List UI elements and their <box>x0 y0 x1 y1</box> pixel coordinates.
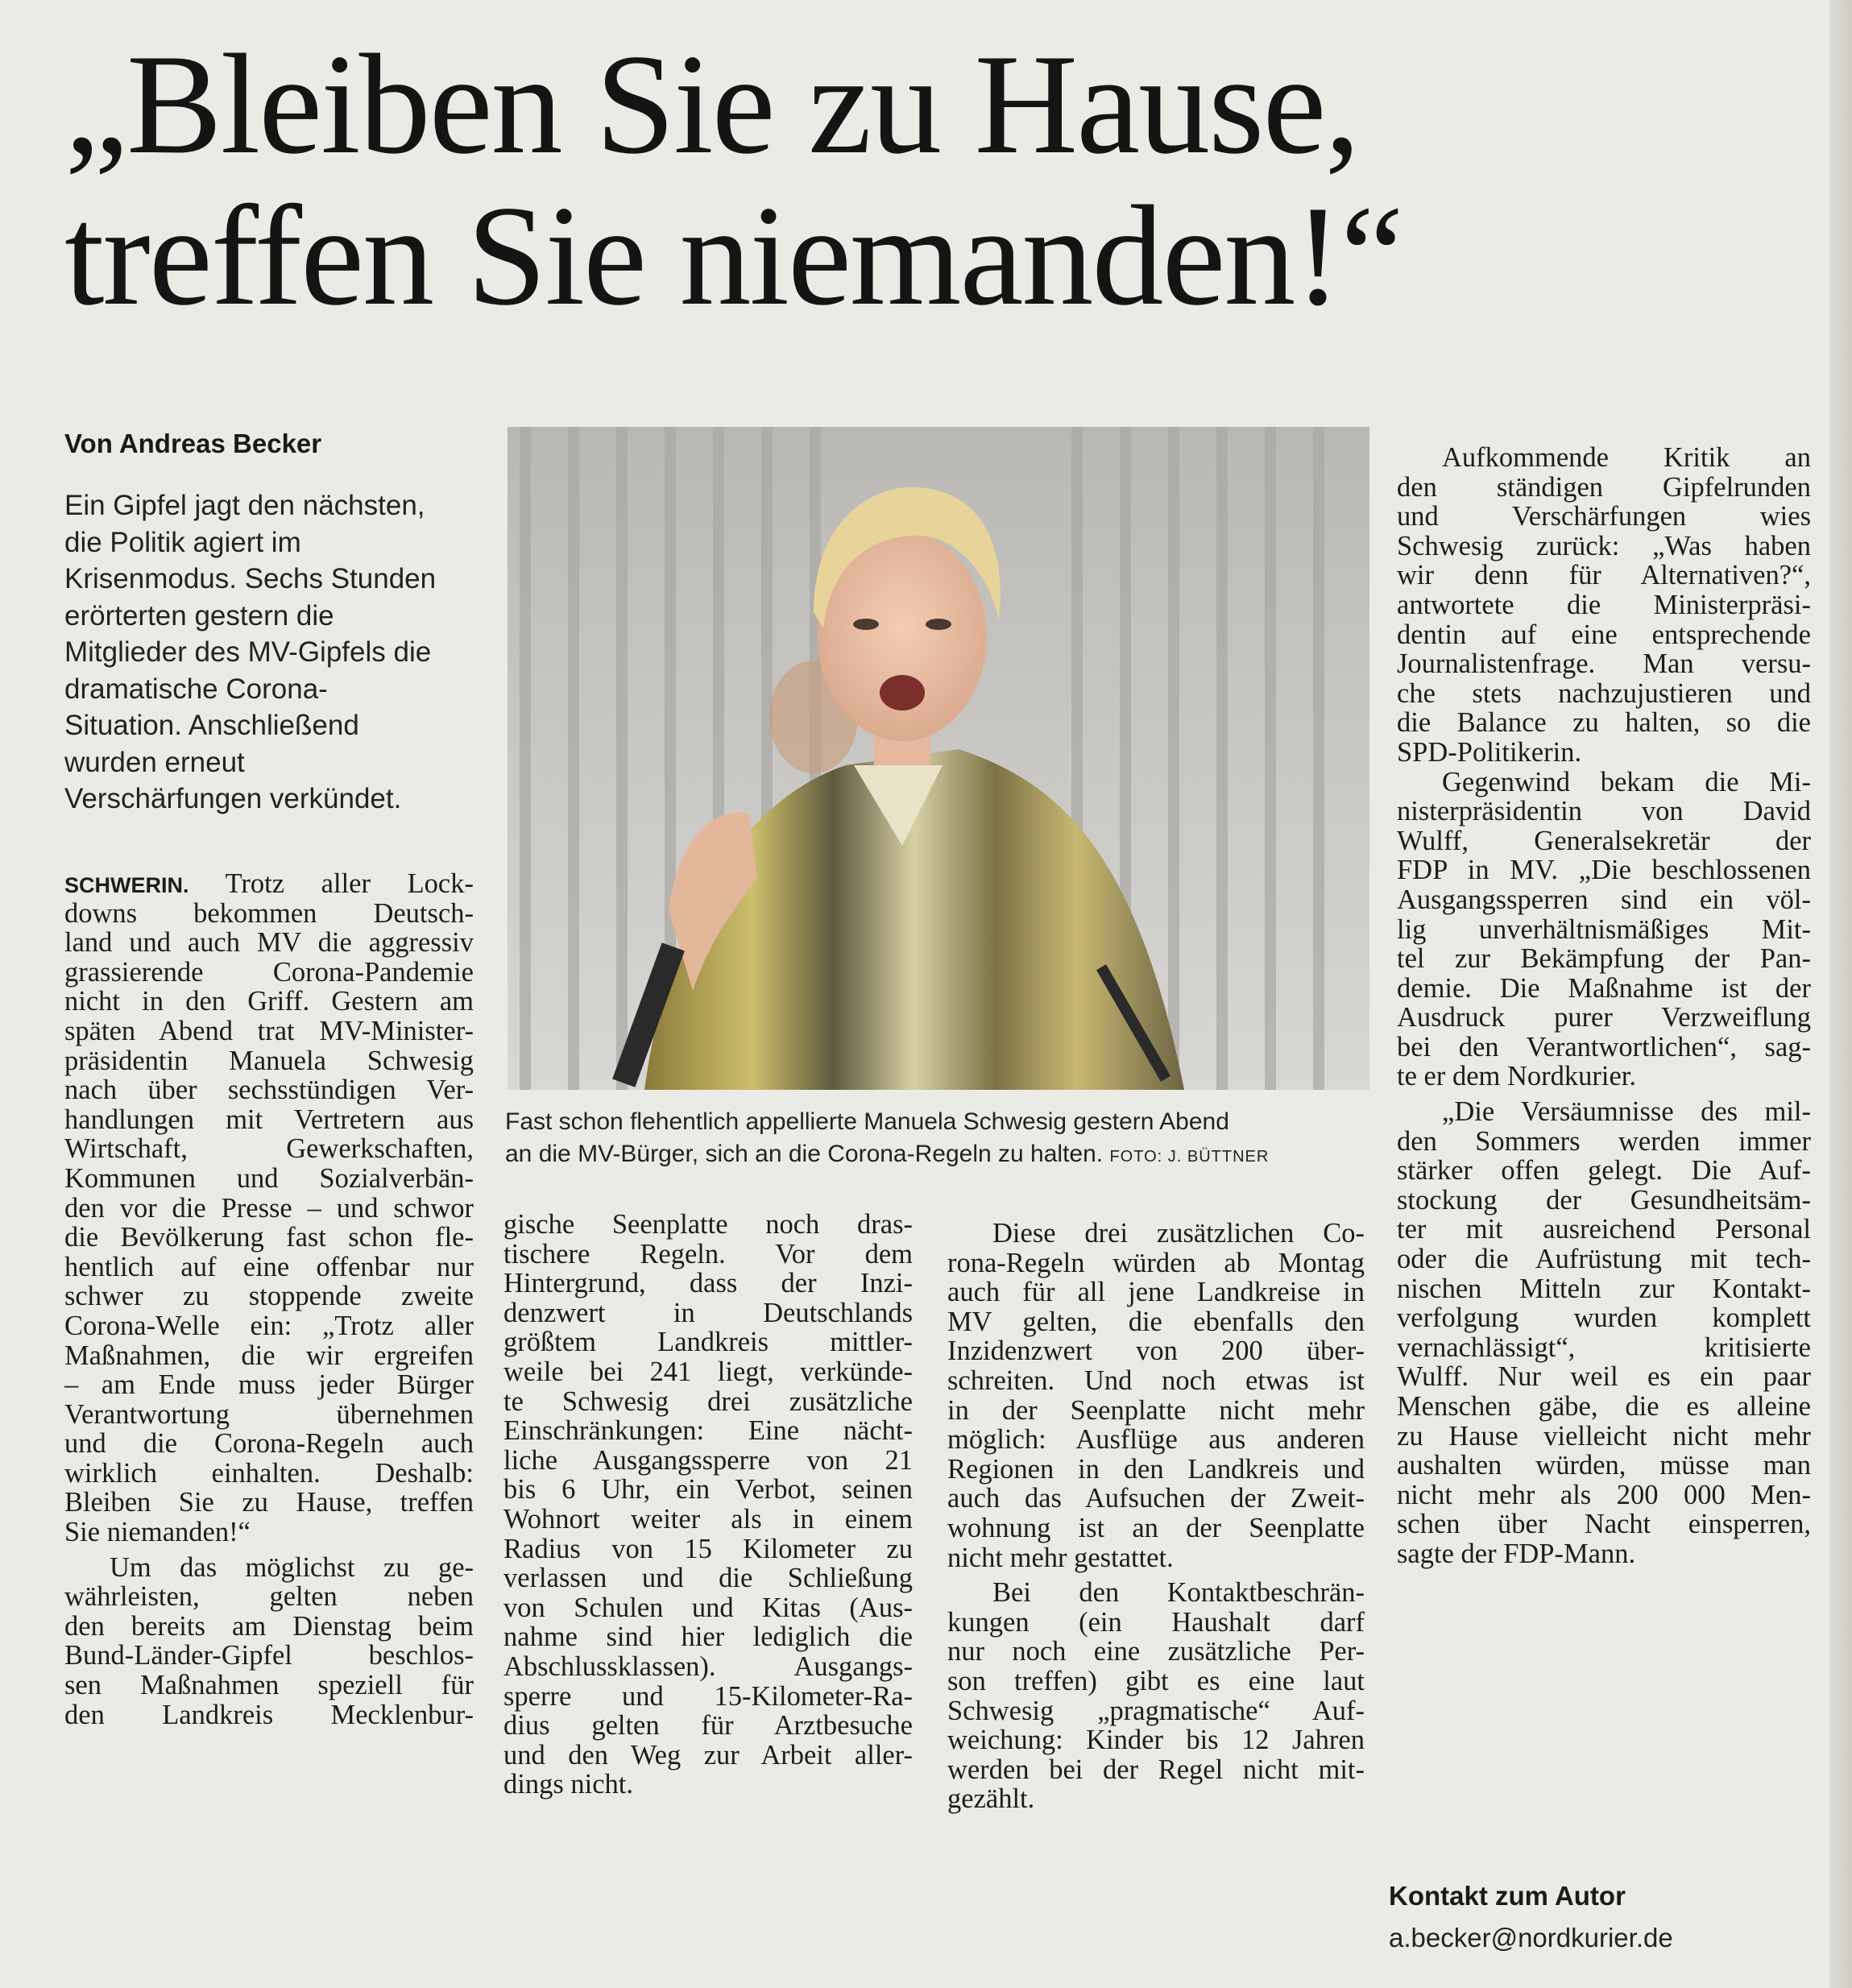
column-line: und den Weg zur Arbeit aller- <box>503 1739 913 1771</box>
column-line: demie. Die Maßnahme ist der <box>1397 972 1811 1004</box>
column-line: tel zur Bekämpfung der Pan- <box>1397 943 1811 975</box>
column-line: MV gelten, die ebenfalls den <box>947 1306 1365 1337</box>
column-line: sen Maßnahmen speziell für <box>64 1670 474 1701</box>
photo-credit: FOTO: J. BÜTTNER <box>1109 1148 1270 1166</box>
column-line: wir denn für Alternativen?“, <box>1397 560 1811 591</box>
column-line: gische Seenplatte noch dras- <box>503 1209 913 1240</box>
column-line: aushalten würden, müsse man <box>1397 1450 1811 1481</box>
column-line: von Schulen und Kitas (Aus- <box>503 1592 913 1623</box>
column-line: auch das Aufsuchen der Zweit- <box>947 1483 1365 1514</box>
column-line: downs bekommen Deutsch- <box>64 897 474 929</box>
column-line: nur noch eine zusätzliche Per- <box>947 1636 1365 1667</box>
column-line: che stets nachzujustieren und <box>1397 677 1811 709</box>
column-line: auch für all jene Landkreise in <box>947 1277 1365 1308</box>
column-line: bei den Verantwortlichen“, sag- <box>1397 1031 1811 1062</box>
article-column-4 <box>1397 443 1811 1569</box>
column-line: wohnung ist an der Seenplatte <box>947 1512 1365 1543</box>
column-line: stockung der Gesundheitsäm- <box>1397 1184 1811 1216</box>
column-line: Um das möglichst zu ge- <box>110 1551 474 1583</box>
headline-line-1: „Bleiben Sie zu Hause, <box>64 24 1359 184</box>
teaser-line: wurden erneut <box>64 746 245 778</box>
column-line: land und auch MV die aggressiv <box>64 927 474 959</box>
column-line: hentlich auf eine offenbar nur <box>64 1251 474 1282</box>
byline: Von Andreas Becker <box>64 429 322 458</box>
column-line: späten Abend trat MV-Minister- <box>64 1015 474 1046</box>
column-line: rona-Regeln würden ab Montag <box>947 1247 1365 1278</box>
column-line: den ständigen Gipfelrunden <box>1397 471 1811 503</box>
column-line: wirklich einhalten. Deshalb: <box>64 1457 474 1489</box>
column-line: den Sommers werden immer <box>1397 1125 1811 1157</box>
column-line: Schwesig „pragmatische“ Auf- <box>947 1695 1365 1726</box>
column-line: nahme sind hier lediglich die <box>503 1621 913 1653</box>
column-text: Trotz aller Lock- <box>189 868 474 899</box>
column-line: Hintergrund, dass der Inzi- <box>503 1268 913 1299</box>
column-line: Kommunen und Sozialverbän- <box>64 1162 474 1194</box>
column-line: Verantwortung übernehmen <box>64 1398 474 1430</box>
contact-label: Kontakt zum Autor <box>1389 1881 1626 1911</box>
column-line: kungen (ein Haushalt darf <box>947 1606 1365 1638</box>
column-line: sagte der FDP-Mann. <box>1397 1538 1636 1569</box>
column-line: handlungen mit Vertretern aus <box>64 1104 474 1135</box>
column-line: Menschen gäbe, die es alleine <box>1397 1391 1811 1422</box>
column-line: liche Ausgangssperre von 21 <box>503 1444 913 1476</box>
column-line: Wohnort weiter als in einem <box>503 1503 913 1534</box>
column-line: dius gelten für Arztbesuche <box>503 1710 913 1742</box>
column-line <box>64 869 474 899</box>
column-line: nisterpräsidentin von David <box>1397 796 1811 827</box>
teaser-line: die Politik agiert im <box>64 526 301 558</box>
column-line: und die Corona-Regeln auch <box>64 1428 474 1460</box>
column-line: tischere Regeln. Vor dem <box>503 1238 913 1269</box>
photo-illustration <box>508 427 1369 1090</box>
column-line: in der Seenplatte nicht mehr <box>947 1394 1365 1426</box>
article-column-3 <box>947 1219 1365 1814</box>
article-column-2 <box>503 1210 913 1800</box>
column-line: lig unverhältnismäßiges Mit- <box>1397 913 1811 945</box>
column-line: Bei den Kontaktbeschrän- <box>992 1577 1365 1609</box>
column-line: nach über sechsstündigen Ver- <box>64 1075 474 1106</box>
teaser-line: Ein Gipfel jagt den nächsten, <box>64 490 425 521</box>
column-line: Diese drei zusätzlichen Co- <box>992 1218 1365 1249</box>
column-line: weile bei 241 liegt, verkünde- <box>503 1356 913 1387</box>
column-line: gezählt. <box>947 1783 1035 1815</box>
column-line: Inzidenzwert von 200 über- <box>947 1336 1365 1367</box>
column-line: denzwert in Deutschlands <box>503 1297 913 1328</box>
column-line: Aufkommende Kritik an <box>1442 442 1811 473</box>
column-line: Bund-Länder-Gipfel beschlos- <box>64 1640 474 1671</box>
column-line: grassierende Corona-Pandemie <box>64 956 474 988</box>
column-line: Journalistenfrage. Man versu- <box>1397 648 1811 680</box>
teaser-line: dramatische Corona- <box>64 673 328 705</box>
column-line: weichung: Kinder bis 12 Jahren <box>947 1725 1365 1756</box>
column-line: FDP in MV. „Die beschlossenen <box>1397 855 1811 886</box>
headline-line-2: treffen Sie niemanden!“ <box>64 176 1402 335</box>
column-line: son treffen) gibt es eine laut <box>947 1665 1365 1696</box>
teaser-line: erörterten gestern die <box>64 599 334 632</box>
column-line: vernachlässigt“, kritisierte <box>1397 1332 1811 1363</box>
column-line: Wulff. Nur weil es ein paar <box>1397 1361 1811 1393</box>
column-line: Schwesig zurück: „Was haben <box>1397 530 1811 561</box>
column-line: Maßnahmen, die wir ergreifen <box>64 1340 474 1371</box>
teaser-line: Mitglieder des MV-Gipfels die <box>64 636 432 668</box>
column-line: größtem Landkreis mittler- <box>503 1327 913 1358</box>
column-line: ter mit ausreichend Personal <box>1397 1214 1811 1245</box>
caption-text: an die MV-Bürger, sich an die Corona-Regeln zu halten. <box>505 1141 1104 1167</box>
teaser-line: Verschärfungen verkündet. <box>64 783 402 814</box>
column-line: die Balance zu halten, so die <box>1397 707 1811 739</box>
column-line: schwer zu stoppende zweite <box>64 1281 474 1312</box>
column-line: Ausgangssperren sind ein völ- <box>1397 884 1811 915</box>
column-line: „Die Versäumnisse des mil- <box>1442 1096 1811 1128</box>
photo-caption <box>505 1106 1375 1173</box>
column-body <box>64 899 474 1730</box>
column-line: te er dem Nordkurier. <box>1397 1061 1636 1092</box>
column-line: verlassen und die Schließung <box>503 1563 913 1594</box>
article-photo <box>508 427 1369 1090</box>
contact-email-link[interactable]: a.becker@nordkurier.de <box>1389 1923 1673 1953</box>
column-line: Corona-Welle ein: „Trotz aller <box>64 1310 474 1341</box>
column-line: währleisten, gelten neben <box>64 1581 474 1613</box>
dateline: SCHWERIN. <box>64 873 189 897</box>
column-line: te Schwesig drei zusätzliche <box>503 1385 913 1417</box>
headline <box>64 24 1788 335</box>
column-line: präsidentin Manuela Schwesig <box>64 1045 474 1076</box>
article-column-1 <box>64 869 474 1729</box>
teaser <box>64 487 491 818</box>
column-line: die Bevölkerung fast schon fle- <box>64 1222 474 1253</box>
column-line: den vor die Presse – und schwor <box>64 1192 474 1224</box>
column-line: werden bei der Regel nicht mit- <box>947 1754 1365 1785</box>
column-line: Einschränkungen: Eine nächt- <box>503 1415 913 1447</box>
teaser-line: Krisenmodus. Sechs Stunden <box>64 563 437 594</box>
column-line: schreiten. Und noch etwas ist <box>947 1365 1365 1396</box>
column-line: stärker offen gelegt. Die Auf- <box>1397 1155 1811 1187</box>
column-line: Regionen in den Landkreis und <box>947 1453 1365 1485</box>
column-line: verfolgung wurden komplett <box>1397 1303 1811 1334</box>
page-edge <box>1829 0 1852 1988</box>
column-line: antwortete die Ministerpräsi- <box>1397 589 1811 620</box>
column-line: dentin auf eine entsprechende <box>1397 619 1811 650</box>
column-line: nicht mehr gestattet. <box>947 1542 1174 1573</box>
column-line: nicht in den Griff. Gestern am <box>64 986 474 1017</box>
column-line: dings nicht. <box>503 1769 633 1800</box>
column-line: Radius von 15 Kilometer zu <box>503 1533 913 1564</box>
column-line: schen über Nacht einsperren, <box>1397 1509 1811 1540</box>
column-line: nischen Mitteln zur Kontakt- <box>1397 1273 1811 1304</box>
column-line: Ausdruck purer Verzweiflung <box>1397 1002 1811 1033</box>
column-line: Abschlussklassen). Ausgangs- <box>503 1650 913 1682</box>
teaser-line: Situation. Anschließend <box>64 710 359 741</box>
column-line: sperre und 15-Kilometer-Ra- <box>503 1680 913 1712</box>
column-line: Wirtschaft, Gewerkschaften, <box>64 1133 474 1165</box>
column-line: Wulff, Generalsekretär der <box>1397 825 1811 856</box>
column-line: zu Hause vielleicht nicht mehr <box>1397 1420 1811 1452</box>
column-line: und Verschärfungen wies <box>1397 501 1811 532</box>
column-line: Gegenwind bekam die Mi- <box>1442 766 1811 797</box>
caption-line-1: Fast schon flehentlich appellierte Manuela Schwesig gestern Abend <box>505 1108 1229 1135</box>
column-line: oder die Aufrüstung mit tech- <box>1397 1244 1811 1275</box>
column-line: den Landkreis Mecklenbur- <box>64 1699 474 1730</box>
caption-line-2 <box>505 1138 1375 1173</box>
column-line: Bleiben Sie zu Hause, treffen <box>64 1487 474 1518</box>
column-line: den bereits am Dienstag beim <box>64 1610 474 1642</box>
column-line: Sie niemanden!“ <box>64 1517 251 1548</box>
column-line: nicht mehr als 200 000 Men- <box>1397 1479 1811 1510</box>
column-line: – am Ende muss jeder Bürger <box>64 1369 474 1401</box>
column-line: möglich: Ausflüge aus anderen <box>947 1424 1365 1456</box>
column-line: bis 6 Uhr, ein Verbot, seinen <box>503 1474 913 1505</box>
column-line: SPD-Politikerin. <box>1397 736 1582 768</box>
